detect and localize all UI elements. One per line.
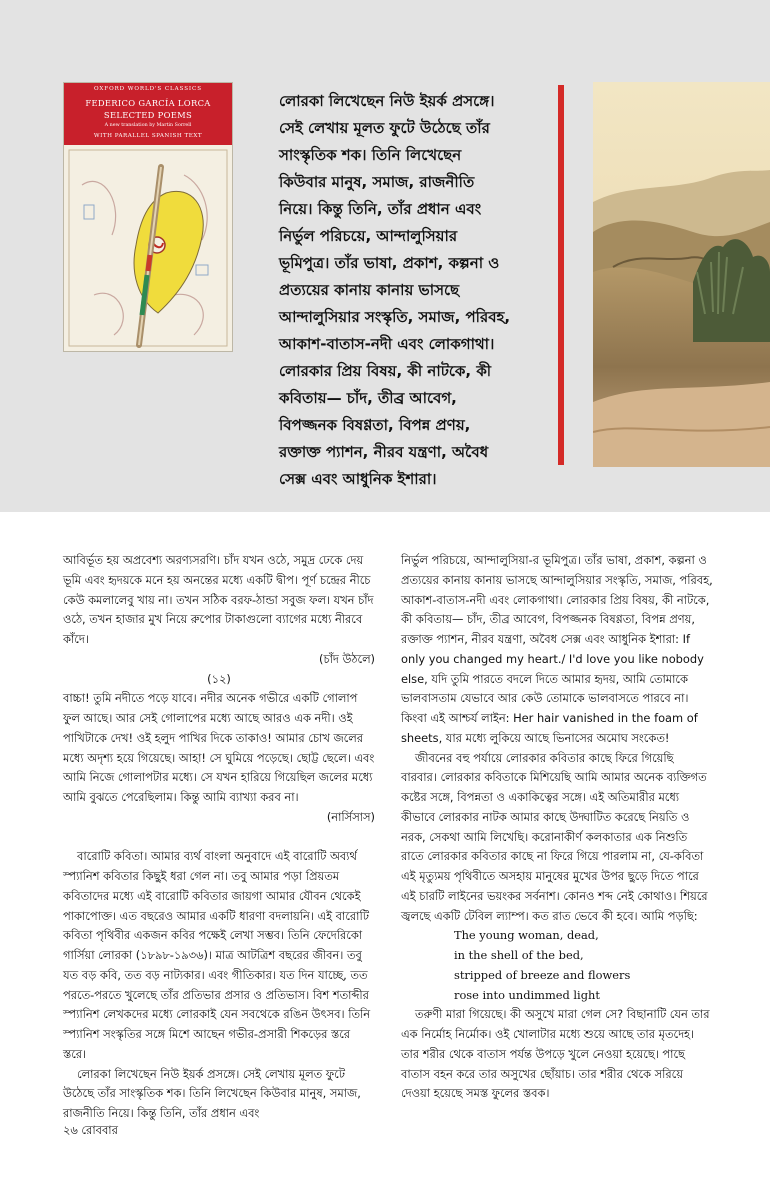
attribution-moonrise: (চাঁদ উঠলে) — [319, 651, 375, 666]
right-paragraph-2: জীবনের বহু পর্যায়ে লোরকার কবিতার কাছে ফিরে গিয়েছি বারবার। লোরকার কবিতাকে মিশিয়েছি আমি আমার অনেক ব্যক্তিগত কষ্টের সঙ্গে, বিপন্নতা ও একাকিত্বের সঙ্গে। এই অতিমারীর মধ্যে কীভাবে লোরকার নাটক আমার কাছে উদ্ঘাটিত করেছে নিয়তি ও নরক, সেকথা আমি লিখেছি। করোনাকীর্ণ কলকাতার এক নিশুতি রাতে লোরকার কবিতার কাছে না ফিরে গিয়ে পারলাম না, যে-কবিতা এই মৃত্যুময় পৃথিবীতে অসহায় মানুষের মুখের উপর ছুড়ে দিতে পারে এই চারটি লাইনের ভয়ংকর সর্বনাশ। কোনও শব্দ নেই কোথাও। শিয়রে জ্বলছে একটি টেবিল ল্যাম্প। কত রাত ভেবে কী হবে। আমি পড়ছি: — [401, 750, 708, 923]
page-footer: ২৬ রোববার — [63, 1123, 118, 1137]
cover-translator: A new translation by Martin Sorrell — [104, 123, 192, 128]
cover-title-block — [64, 83, 232, 145]
right-paragraph-3: তরুণী মারা গিয়েছে। কী অসুখে মারা গেল সে? বিছানাটি যেন তার এক নির্মোহ নির্মোক। ওই খোলাটার মধ্যে শুয়ে আছে তার মৃতদেহ। তার শরীর থেকে বাতাস পর্যন্ত উপড়ে খুলে নেওয়া হয়েছে। পাছে বাতাস বহন করে তার অসুখের ছোঁয়াচ। তার শরীর থেকে সরিয়ে দেওয়া হয়েছে সমস্ত ফুলের স্তবক। — [401, 1007, 710, 1101]
section-number: (১২) — [207, 671, 231, 686]
intro-pull-quote: লোরকা লিখেছেন নিউ ইয়র্ক প্রসঙ্গে। সেই লেখায় মূলত ফুটে উঠেছে তাঁর সাংস্কৃতিক শক। তিনি লিখেছেন কিউবার মানুষ, সমাজ, রাজনীতি নিয়ে। কিন্তু তিনি, তাঁর প্রধান এবং নির্ভুল পরিচয়ে, আন্দালুসিয়ার ভূমিপুত্র। তাঁর ভাষা, প্রকাশ, কল্পনা ও প্রত্যয়ের কানায় কানায় ভাসছে আন্দালুসিয়ার সংস্কৃতি, সমাজ, পরিবহ, আকাশ-বাতাস-নদী এবং লোকগাথা। লোরকার প্রিয় বিষয়, কী নাটকে, কী কবিতায়— চাঁদ, তীব্র আবেগ, বিপজ্জনক বিষণ্ণতা, বিপন্ন প্রণয়, রক্তাক্ত প্যাশন, নীরব যন্ত্রণা, অবৈধ সেক্স এবং আধুনিক ইশারা। — [279, 92, 511, 488]
right-paragraph-1: নির্ভুল পরিচয়ে, আন্দালুসিয়া-র ভূমিপুত্র। তাঁর ভাষা, প্রকাশ, কল্পনা ও প্রত্যয়ের কানায় কানায় ভাসছে আন্দালুসিয়ার সংস্কৃতি, সমাজ, পরিবহ, আকাশ-বাতাস-নদী এবং লোকগাথা। লোরকার প্রিয় বিষয়, কী নাটকে, কী কবিতায়— চাঁদ, তীব্র আবেগ, বিপজ্জনক বিষণ্ণতা, বিপন্ন প্রণয়, রক্তাক্ত প্যাশন, নীরব যন্ত্রণা, অবৈধ সেক্স এবং আধুনিক ইশারা: If only you changed my heart./ I'd love you like nobody else, যদি তুমি পারতে বদলে দিতে আমার হৃদয়, আমি তোমাকে ভালবাসতাম যেভাবে আর কেউ তোমাকে ভালবাসতে পারবে না। কিংবা এই আশ্চর্য লাইন: Her hair vanished in the foam of sheets, যার মধ্যে লুকিয়ে আছে ভিনাসের অমোঘ সংকেত! — [401, 553, 713, 745]
landscape-painting — [593, 82, 770, 467]
book-cover-image — [63, 82, 233, 352]
cover-title: SELECTED POEMS — [103, 110, 193, 120]
cover-author: FEDERICO GARCÍA LORCA — [85, 98, 211, 108]
cover-artwork — [64, 145, 232, 351]
left-paragraph-2: বাচ্চা! তুমি নদীতে পড়ে যাবে। নদীর অনেক গভীরে একটি গোলাপ ফুল আছে। আর সেই গোলাপের মধ্যে আছে আরও এক নদী। ওই পাখিটাকে দেখ! ওই হলুদ পাখির দিকে তাকাও! আমার চোখ জলের মধ্যে অদৃশ্য হয়ে গিয়েছে। আহা! সে ঘুমিয়ে পড়েছে। ছোট্ট ছেলে। এবং আমি নিজে গোলাপটার মধ্যে। সে যখন হারিয়ে গিয়েছিল জলের মধ্যে আমি বুঝতে পেরেছিলাম। কিন্তু আমি ব্যাখ্যা করব না। — [63, 691, 375, 804]
accent-bar — [558, 85, 564, 465]
left-paragraph-3: বারোটি কবিতা। আমার ব্যর্থ বাংলা অনুবাদে এই বারোটি অব্যর্থ স্প্যানিশ কবিতার কিছুই ধরা গেল না। তবু আমার পড়া প্রিয়তম কবিতাদের মধ্যে এই বারোটি কবিতার জায়গা আমার যৌবন থেকেই পাকাপোক্ত। এত বছরেও আমার একটি ধারণা বদলায়নি। এই বারোটি কবিতা পৃথিবীর একজন কবির পক্ষেই লেখা সম্ভব। তিনি ফেদেরিকো গার্সিয়া লোরকা (১৮৯৮-১৯৩৬)। মাত্র আটত্রিশ বছরের জীবন। তবু যত বড় কবি, তত বড় নাট্যকার। এবং গীতিকার। যত দিন যাচ্ছে, তত পরতে-পরতে খুলেছে তাঁর প্রতিভার প্রসার ও প্রতিভাস। বিশ শতাব্দীর স্প্যানিশ লেখকদের মধ্যে লোরকাই যেন সবথেকে রঙিন উৎসব। তিনি স্প্যানিশ সংস্কৃতির সঙ্গে মিশে আছেন গভীর-প্রসারী শিকড়ের স্তরে স্তরে। — [63, 849, 371, 1061]
poem-line: stripped of breeze and flowers — [454, 967, 631, 982]
attribution-narcissus: (নার্সিসাস) — [326, 809, 375, 824]
poem-line: The young woman, dead, — [454, 928, 599, 943]
poem-line: rose into undimmed light — [454, 987, 600, 1002]
left-paragraph-4: লোরকা লিখেছেন নিউ ইয়র্ক প্রসঙ্গে। সেই লেখায় মূলত ফুটে উঠেছে তাঁর সাংস্কৃতিক শক। তিনি লিখেছেন কিউবার মানুষ, সমাজ, রাজনীতি নিয়ে। কিন্তু তিনি, তাঁর প্রধান এবং — [63, 1066, 361, 1120]
right-text-column — [401, 551, 713, 1104]
left-paragraph-1: আবির্ভূত হয় অপ্রবেশ্য অরণ্যসরণি। চাঁদ যখন ওঠে, সমুদ্র ঢেকে দেয় ভূমি এবং হৃদয়কে মনে হয় অনন্তের মধ্যে একটি দ্বীপ। পূর্ণ চন্দ্রের নীচে কেউ কমলালেবু খায় না। তখন সঠিক বরফ-ঠান্ডা সবুজ ফল। যখন চাঁদ ওঠে, তখন হাজার মুখ নিয়ে রুপোর টাকাগুলো ব্যাগের মধ্যে নীরবে কাঁদে। — [63, 553, 374, 646]
cover-parallel-text: WITH PARALLEL SPANISH TEXT — [93, 133, 203, 139]
left-text-column — [63, 551, 375, 1124]
cover-series: OXFORD WORLD'S CLASSICS — [94, 86, 202, 92]
poem-line: in the shell of the bed, — [454, 948, 584, 962]
